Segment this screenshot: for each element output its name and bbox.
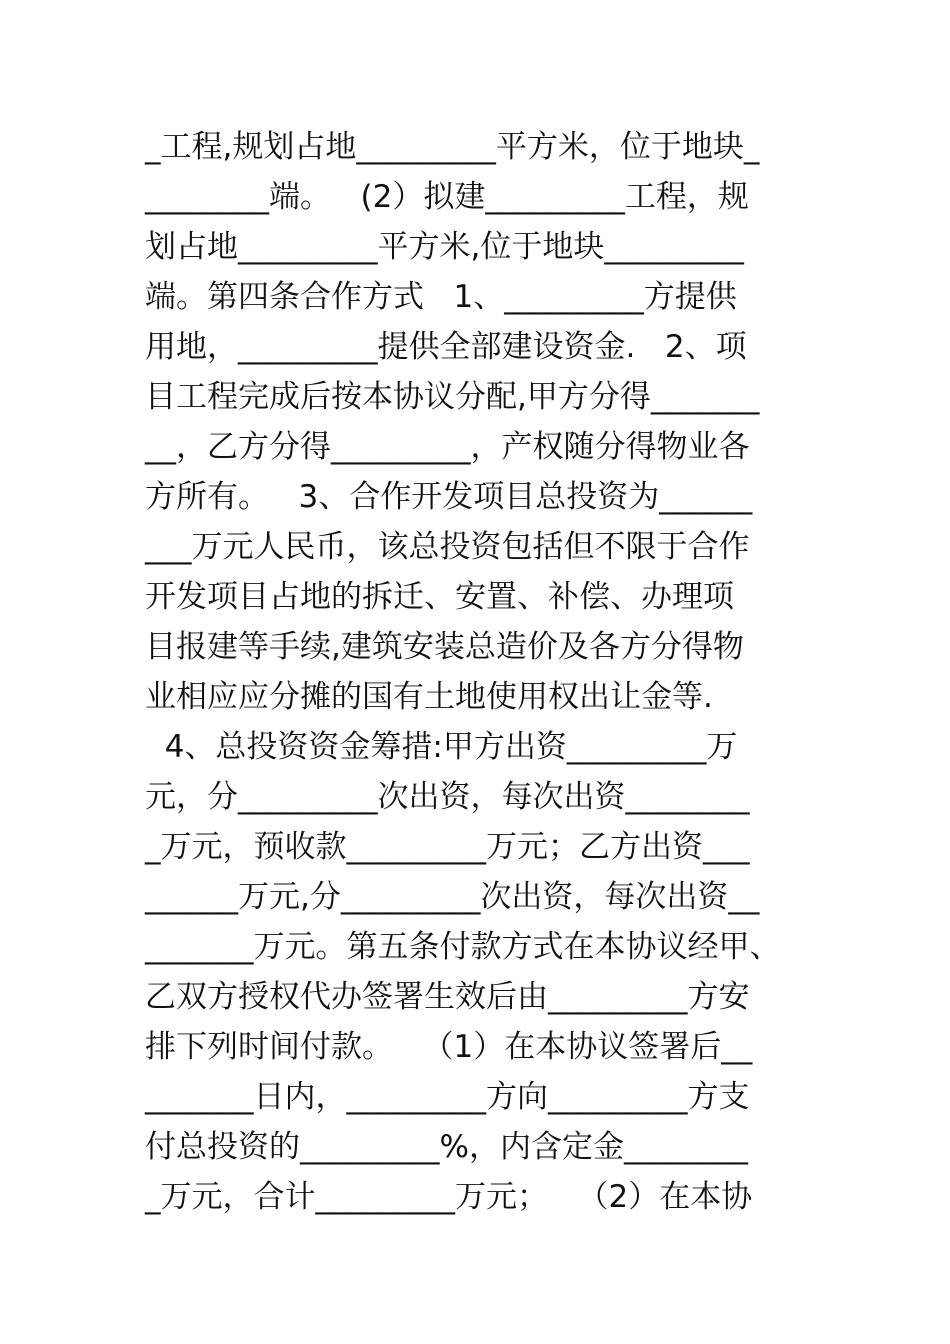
- text-line: 用地，_________提供全部建设资金. 2、项: [145, 329, 747, 365]
- text-line: ______万元,分_________次出资，每次出资__: [145, 879, 760, 915]
- text-line: 目工程完成后按本协议分配,甲方分得_______: [145, 379, 760, 415]
- text-line: 方所有。 3、合作开发项目总投资为______: [145, 479, 753, 515]
- text-line: 乙双方授权代办签署生效后由_________方安: [145, 979, 750, 1015]
- text-line: 4、总投资资金筹措:甲方出资_________万: [145, 729, 738, 765]
- text-line: _万元，预收款_________万元；乙方出资___: [145, 829, 750, 865]
- text-line: 划占地_________平方米,位于地块_________: [145, 229, 744, 265]
- contract-body-text: [145, 122, 825, 1222]
- text-line: ________端。 (2）拟建_________工程，规: [145, 179, 749, 215]
- text-line: _______日内，_________方向_________方支: [145, 1079, 750, 1115]
- text-line: 排下列时间付款。 （1）在本协议签署后__: [145, 1029, 753, 1065]
- text-line: 开发项目占地的拆迁、安置、补偿、办理项: [145, 579, 734, 615]
- text-line: ___万元人民币，该总投资包括但不限于合作: [145, 529, 750, 565]
- text-line: _______万元。第五条付款方式在本协议经甲、: [145, 929, 781, 965]
- text-line: _万元，合计_________万元； （2）在本协: [145, 1179, 753, 1215]
- text-line: 付总投资的_________%，内含定金________: [145, 1129, 748, 1165]
- text-line: _工程,规划占地_________平方米，位于地块_: [145, 129, 760, 165]
- text-line: 元，分_________次出资，每次出资________: [145, 779, 750, 815]
- text-line: __，乙方分得_________，产权随分得物业各: [145, 429, 750, 465]
- text-line: 目报建等手续,建筑安装总造价及各方分得物: [145, 629, 744, 665]
- text-line: 业相应应分摊的国有土地使用权出让金等.: [145, 679, 713, 715]
- text-line: 端。第四条合作方式 1、_________方提供: [145, 279, 737, 315]
